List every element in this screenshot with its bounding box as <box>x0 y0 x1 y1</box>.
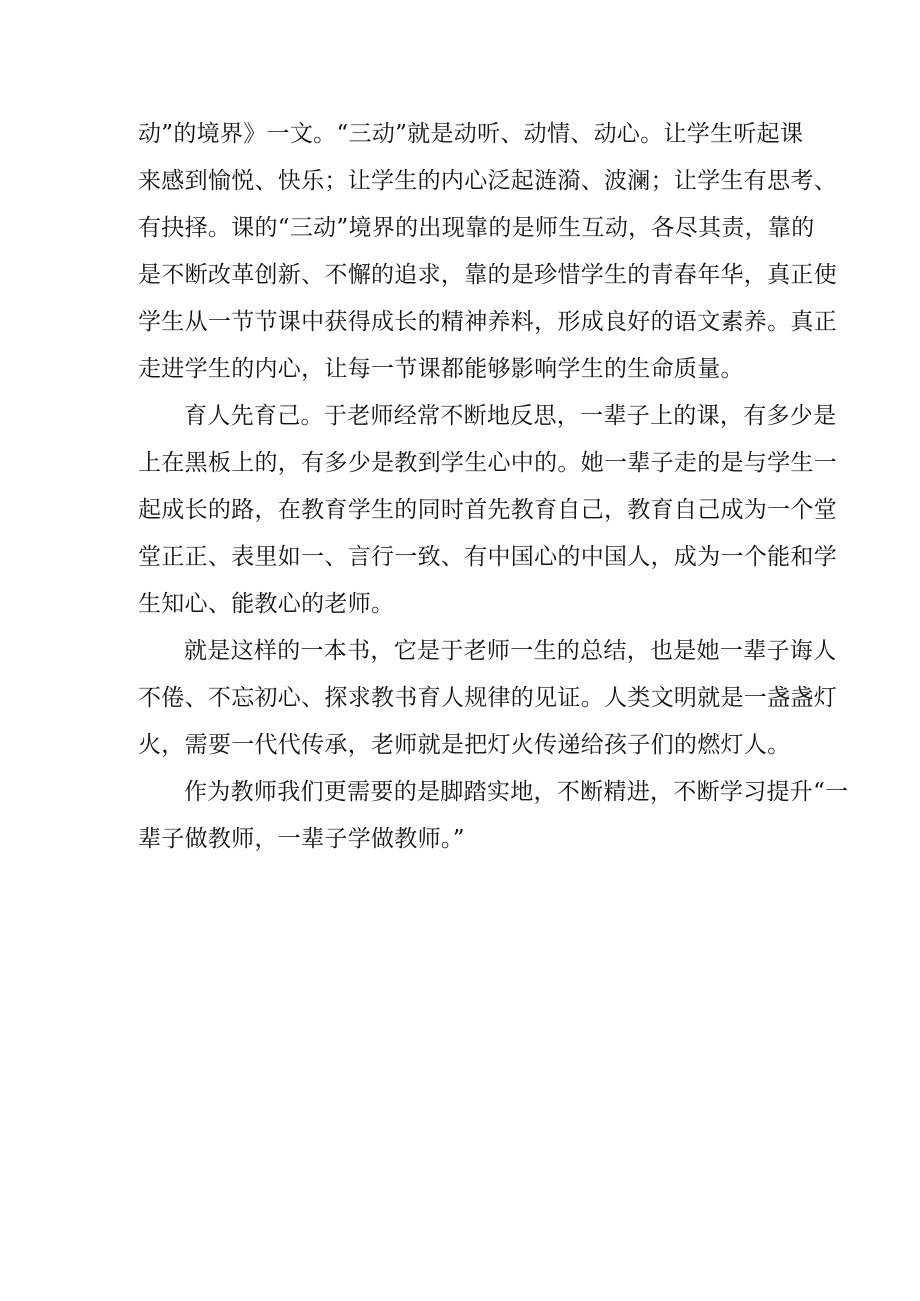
text-line: 上在黑板上的，有多少是教到学生心中的。她一辈子走的是与学生一 <box>138 450 837 476</box>
text-line: 不倦、不忘初心、探求教书育人规律的见证。人类文明就是一盏盏灯 <box>138 685 837 711</box>
text-line: 火，需要一代代传承，老师就是把灯火传递给孩子们的燃灯人。 <box>138 732 791 758</box>
text-line: 生知心、能教心的老师。 <box>138 591 395 617</box>
text-line: 学生从一节节课中获得成长的精神养料，形成良好的语文素养。真正 <box>138 309 837 335</box>
text-line: 作为教师我们更需要的是脚踏实地，不断精进，不断学习提升“一 <box>184 779 849 805</box>
paragraph <box>138 111 837 393</box>
text-line: 有抉择。课的“三动”境界的出现靠的是师生互动，各尽其责，靠的 <box>138 215 815 241</box>
text-line: 是不断改革创新、不懈的追求，靠的是珍惜学生的青春年华，真正使 <box>138 262 837 288</box>
document-body <box>138 111 849 863</box>
text-line: 走进学生的内心，让每一节课都能够影响学生的生命质量。 <box>138 356 744 382</box>
text-line: 辈子做教师，一辈子学做教师。” <box>138 826 465 852</box>
paragraph <box>138 393 837 628</box>
text-line: 堂正正、表里如一、言行一致、有中国心的中国人，成为一个能和学 <box>138 544 837 570</box>
paragraph <box>138 769 849 863</box>
text-line: 来感到愉悦、快乐；让学生的内心泛起涟漪、波澜；让学生有思考、 <box>138 168 837 194</box>
paragraph <box>138 628 837 769</box>
text-line: 就是这样的一本书，它是于老师一生的总结，也是她一辈子诲人 <box>184 638 837 664</box>
text-line: 动”的境界》一文。“三动”就是动听、动情、动心。让学生听起课 <box>138 121 804 147</box>
text-line: 育人先育己。于老师经常不断地反思，一辈子上的课，有多少是 <box>184 403 837 429</box>
text-line: 起成长的路，在教育学生的同时首先教育自己，教育自己成为一个堂 <box>138 497 837 523</box>
